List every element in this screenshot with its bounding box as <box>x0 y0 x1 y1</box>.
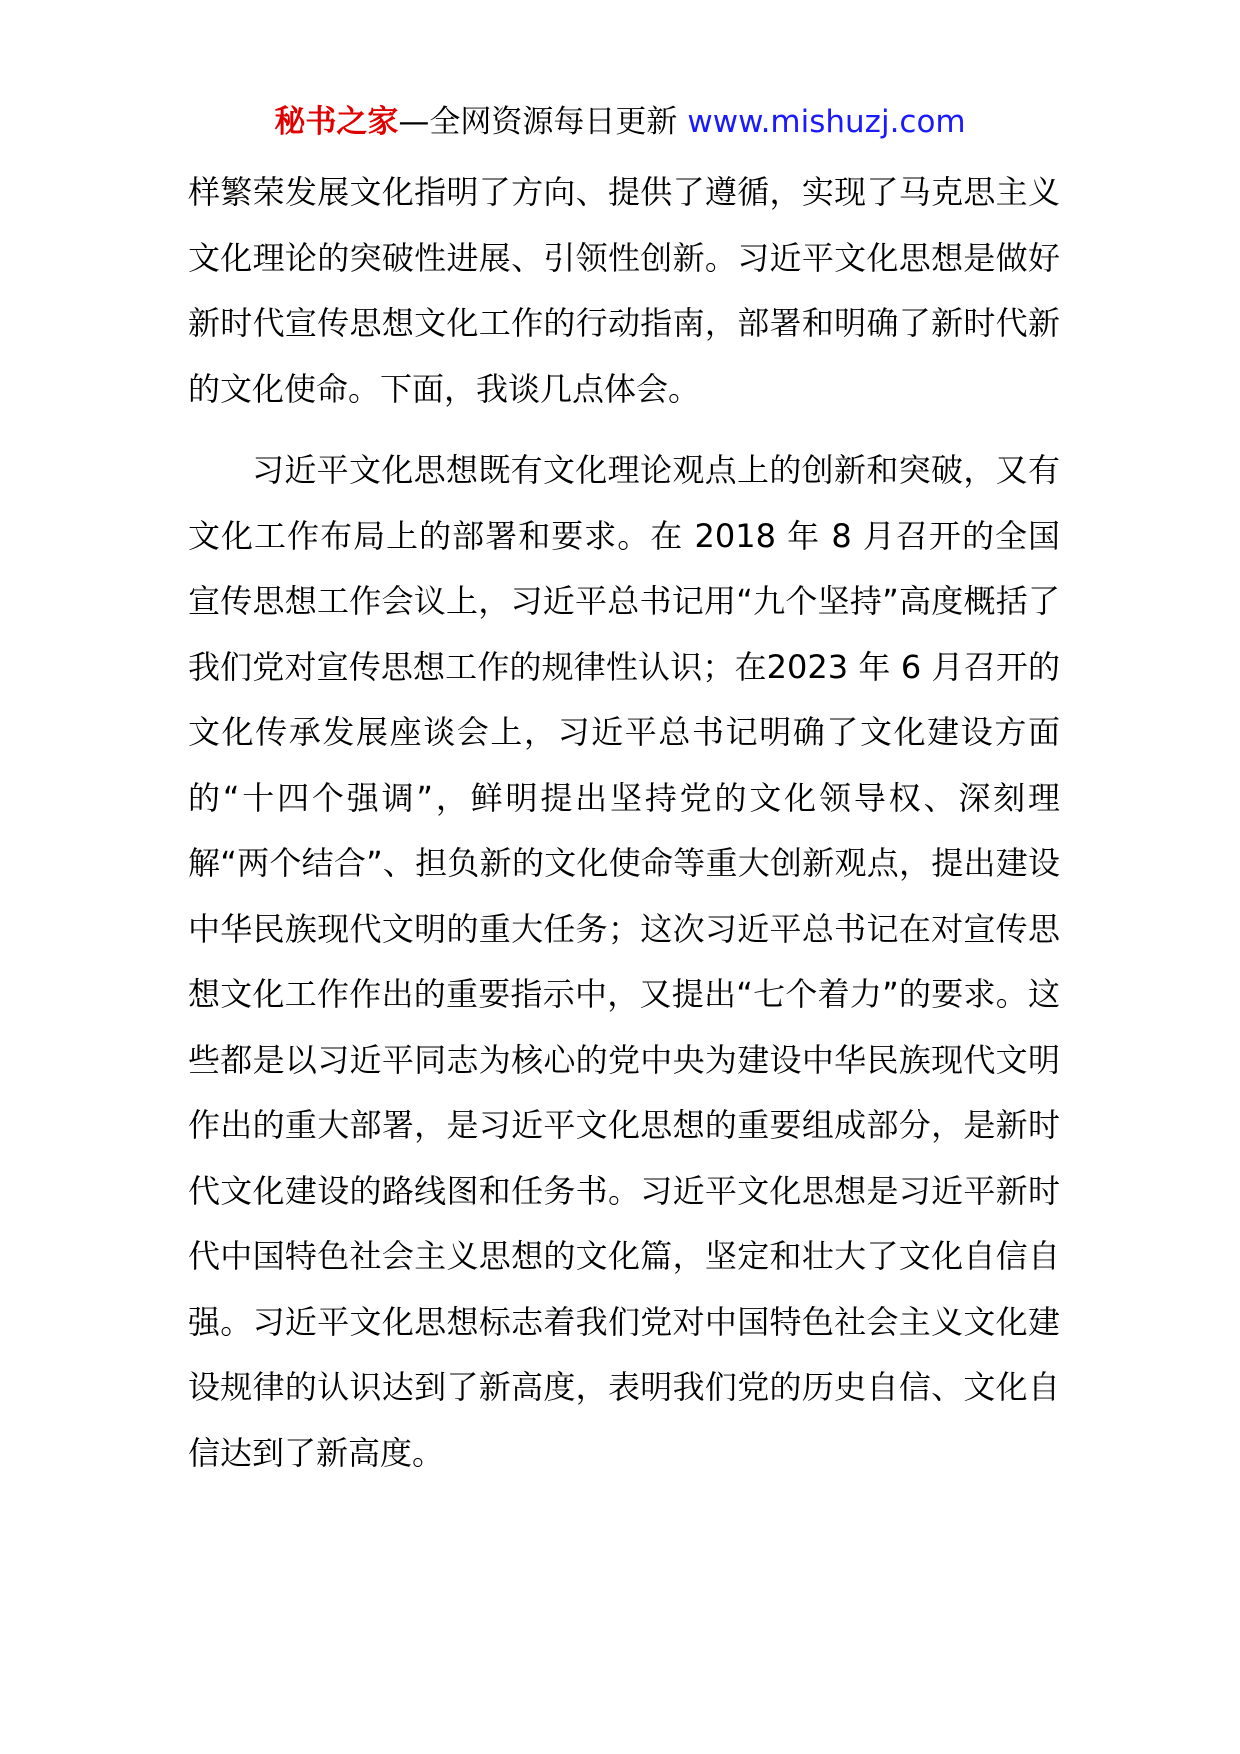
header-tagline: —全网资源每日更新 <box>398 104 678 140</box>
page-header <box>0 100 1240 144</box>
paragraph-continued: 样繁荣发展文化指明了方向、提供了遵循，实现了马克思主义文化理论的突破性进展、引领性创新。习近平文化思想是做好新时代宣传思想文化工作的行动指南，部署和明确了新时代新的文化使命。下面，我谈几点体会。 <box>188 173 1060 408</box>
brand-name: 秘书之家 <box>274 104 399 140</box>
website-link[interactable]: www.mishuzj.com <box>687 104 966 140</box>
paragraph: 习近平文化思想既有文化理论观点上的创新和突破，又有文化工作布局上的部署和要求。在 2018 年 8 月召开的全国宣传思想工作会议上，习近平总书记用“九个坚持”高度概括了我们党对宣传思想工作的规律性认识；在2023 年 6 月召开的文化传承发展座谈会上，习近平总书记明确了文化建设方面的“十四个强调”，鲜明提出坚持党的文化领导权、深刻理解“两个结合”、担负新的文化使命等重大创新观点，提出建设中华民族现代文明的重大任务；这次习近平总书记在对宣传思想文化工作作出的重要指示中，又提出“七个着力”的要求。这些都是以习近平同志为核心的党中央为建设中华民族现代文明作出的重大部署，是习近平文化思想的重要组成部分，是新时代文化建设的路线图和任务书。习近平文化思想是习近平新时代中国特色社会主义思想的文化篇，坚定和壮大了文化自信自强。习近平文化思想标志着我们党对中国特色社会主义文化建设规律的认识达到了新高度，表明我们党的历史自信、文化自信达到了新高度。 <box>188 451 1060 1472</box>
document-body <box>188 160 1060 1486</box>
